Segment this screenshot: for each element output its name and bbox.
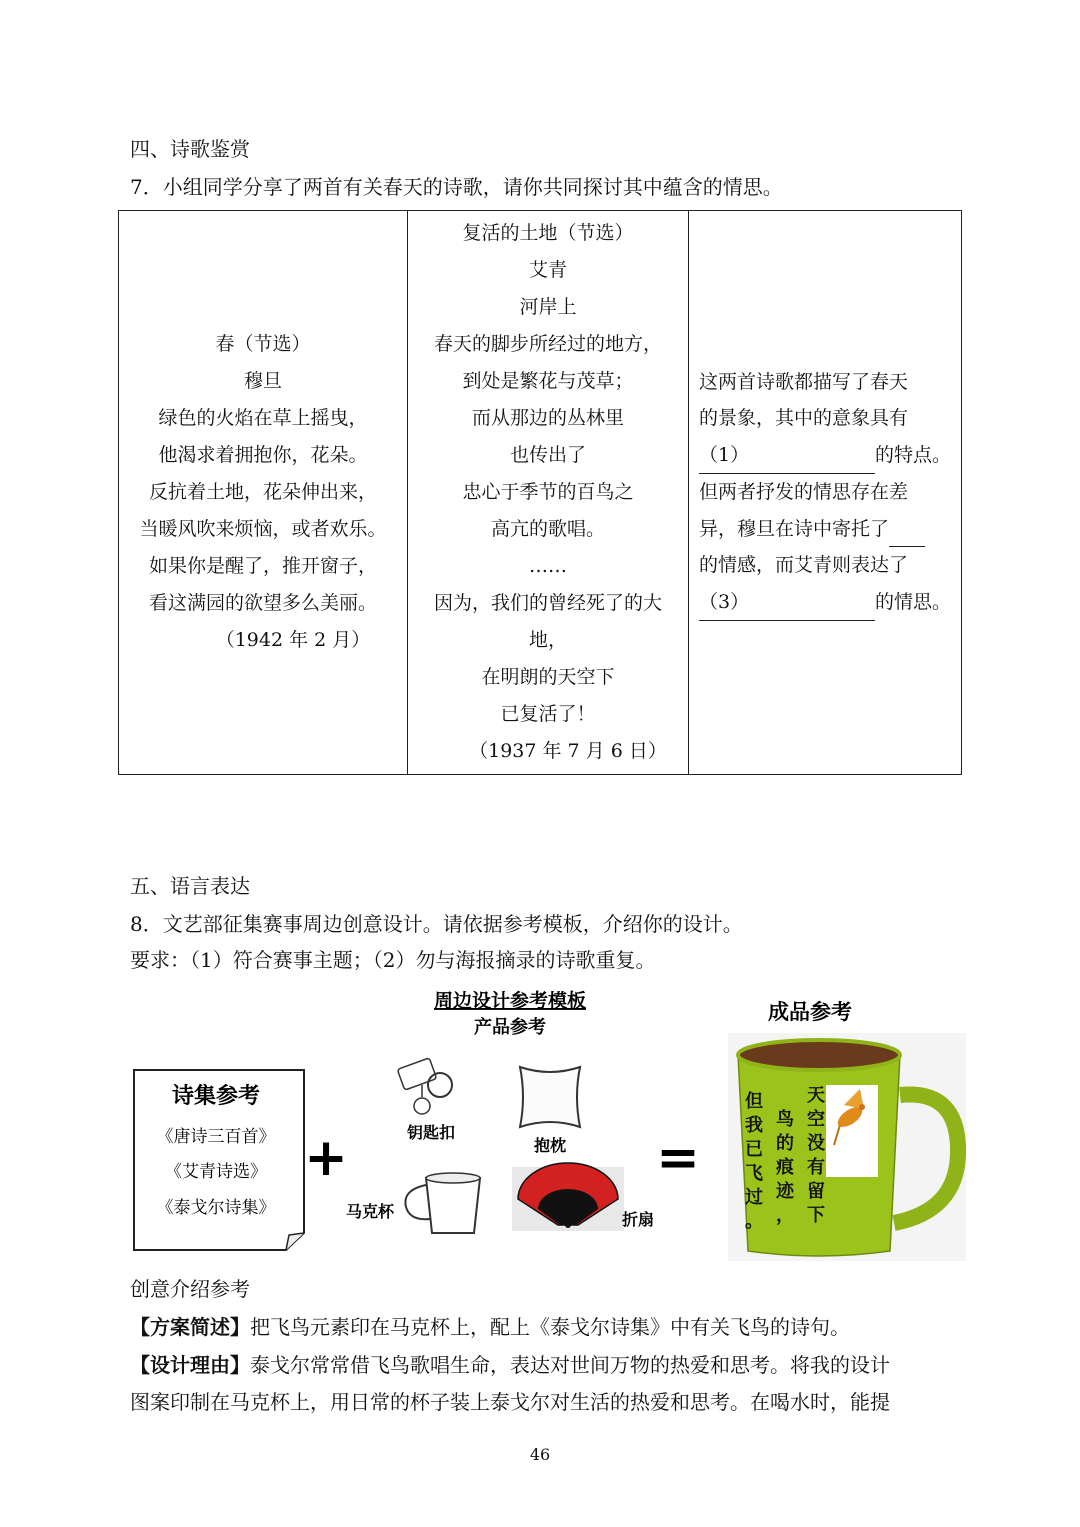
reason-continued: 图案印制在马克杯上，用日常的杯子装上泰戈尔对生活的热爱和思考。在喝水时，能提	[130, 1390, 890, 1414]
template-title: 周边设计参考模板	[433, 990, 587, 1012]
poem1-line: 反抗着土地，花朵伸出来，	[148, 481, 377, 503]
reason-paragraph	[130, 1349, 890, 1378]
blank-1[interactable]: （1）	[699, 437, 875, 475]
cup-poem-char: 飞	[745, 1163, 763, 1184]
reason-label: 【设计理由】	[130, 1353, 250, 1377]
design-template-figure	[118, 985, 968, 1265]
book-title: 《艾青诗选》	[165, 1162, 267, 1182]
poem-table	[118, 210, 962, 775]
poem1-cell	[119, 211, 408, 775]
cup-poem-char: 已	[745, 1139, 763, 1160]
analysis-line: 的情思。	[875, 590, 952, 613]
cup-poem-char: 痕	[776, 1157, 794, 1178]
poem1-line: 如果你是醒了，推开窗子，	[148, 555, 377, 577]
keychain-label: 钥匙扣	[406, 1123, 456, 1142]
analysis-line: 的特点。	[875, 443, 952, 466]
question-7: 7．小组同学分享了两首有关春天的诗歌，请你共同探讨其中蕴含的情思。	[130, 175, 783, 199]
keychain-icon	[397, 1058, 452, 1114]
poem2-line: 春天的脚步所经过的地方，	[433, 333, 662, 355]
mug-icon	[405, 1173, 480, 1233]
finished-mug	[728, 1033, 966, 1261]
poem2-line: 到处是繁花与茂草；	[462, 370, 634, 392]
cup-poem-char: 我	[745, 1115, 763, 1136]
poem2-line: 已复活了！	[500, 703, 596, 725]
poem1-line: 绿色的火焰在草上摇曳，	[158, 407, 368, 429]
cup-poem-char: 留	[807, 1181, 825, 1202]
poetry-card	[134, 1070, 304, 1250]
poem1-line: 当暖风吹来烦恼，或者欢乐。	[139, 518, 387, 540]
plus-sign: +	[304, 1128, 348, 1188]
mug-label: 马克杯	[345, 1202, 395, 1221]
poem2-line: 河岸上	[519, 296, 577, 318]
cup-poem-char: 鸟	[776, 1109, 794, 1130]
poem2-cell	[408, 211, 689, 775]
analysis-line: 但两者抒发的情思存在差	[699, 481, 909, 504]
poem2-line: 在明朗的天空下	[481, 666, 615, 688]
creative-heading: 创意介绍参考	[130, 1277, 250, 1301]
poem1-author: 穆旦	[243, 370, 282, 392]
cup-poem-char: 空	[807, 1109, 825, 1130]
pillow-label: 抱枕	[533, 1136, 567, 1155]
analysis-line: 这两首诗歌都描写了春天	[699, 370, 909, 393]
poetry-card-title: 诗集参考	[171, 1084, 261, 1109]
cup-poem-char: 迹	[776, 1181, 794, 1202]
poem2-line: 而从那边的丛林里	[471, 407, 624, 429]
analysis-cell	[689, 211, 962, 775]
fan-label: 折扇	[621, 1210, 655, 1229]
cup-poem-char: 没	[807, 1133, 825, 1154]
poem2-title: 复活的土地（节选）	[462, 222, 634, 244]
blank-3[interactable]: （3）	[699, 584, 875, 622]
cup-poem-char: 有	[807, 1157, 825, 1178]
poem1-line: 看这满园的欲望多么美丽。	[148, 592, 377, 614]
analysis-line: 的景象，其中的意象具有	[699, 407, 909, 430]
cup-poem-char: ，	[776, 1205, 794, 1226]
cup-poem-char: 但	[745, 1091, 763, 1112]
page-number: 46	[529, 1445, 551, 1464]
plan-paragraph	[130, 1311, 850, 1340]
section4-heading: 四、诗歌鉴赏	[130, 137, 250, 161]
requirements: 要求：（1）符合赛事主题；（2）勿与海报摘录的诗歌重复。	[130, 948, 656, 972]
product-ref-label: 产品参考	[474, 1017, 546, 1038]
cup-poem-char: 过	[745, 1187, 763, 1208]
poem2-author: 艾青	[528, 259, 567, 281]
poem1-line: 他渴求着拥抱你，花朵。	[158, 444, 368, 466]
poem2-line: 也传出了	[509, 444, 586, 466]
poem2-line: 高亢的歌唱。	[490, 518, 605, 540]
poem2-line: 忠心于季节的百鸟之	[462, 481, 634, 503]
poem2-line: 地，	[528, 629, 567, 651]
cup-poem-char: 天	[807, 1085, 825, 1106]
plan-label: 【方案简述】	[130, 1315, 250, 1339]
cup-poem-char: 下	[807, 1205, 825, 1226]
equals-sign: =	[656, 1128, 700, 1188]
question-8: 8．文艺部征集赛事周边创意设计。请依据参考模板，介绍你的设计。	[130, 912, 743, 936]
cup-poem-char: 。	[745, 1211, 763, 1232]
poem1-title: 春（节选）	[215, 333, 311, 355]
section5-heading: 五、语言表达	[130, 874, 250, 898]
pillow-icon	[520, 1067, 580, 1127]
book-title: 《唐诗三百首》	[156, 1127, 276, 1147]
poem1	[119, 326, 407, 659]
reason-text: 泰戈尔常常借飞鸟歌唱生命，表达对世间万物的热爱和思考。将我的设计	[250, 1353, 890, 1377]
plan-text: 把飞鸟元素印在马克杯上，配上《泰戈尔诗集》中有关飞鸟的诗句。	[250, 1315, 850, 1339]
blank-2[interactable]	[889, 524, 925, 547]
cup-poem-char: 的	[776, 1133, 794, 1154]
poem2-line: 因为，我们的曾经死了的大	[433, 592, 662, 614]
poem1-date: （1942 年 2 月）	[215, 629, 371, 651]
poem2-date: （1937 年 7 月 6 日）	[469, 740, 667, 762]
fan-icon	[512, 1163, 624, 1231]
analysis-line: 的情感，而艾青则表达了	[699, 554, 909, 577]
poem2	[408, 215, 688, 770]
book-title: 《泰戈尔诗集》	[156, 1198, 276, 1218]
poem2-line: ……	[529, 555, 567, 577]
analysis-line: 异，穆旦在诗中寄托了	[699, 517, 890, 540]
finished-ref-label: 成品参考	[768, 1000, 852, 1024]
